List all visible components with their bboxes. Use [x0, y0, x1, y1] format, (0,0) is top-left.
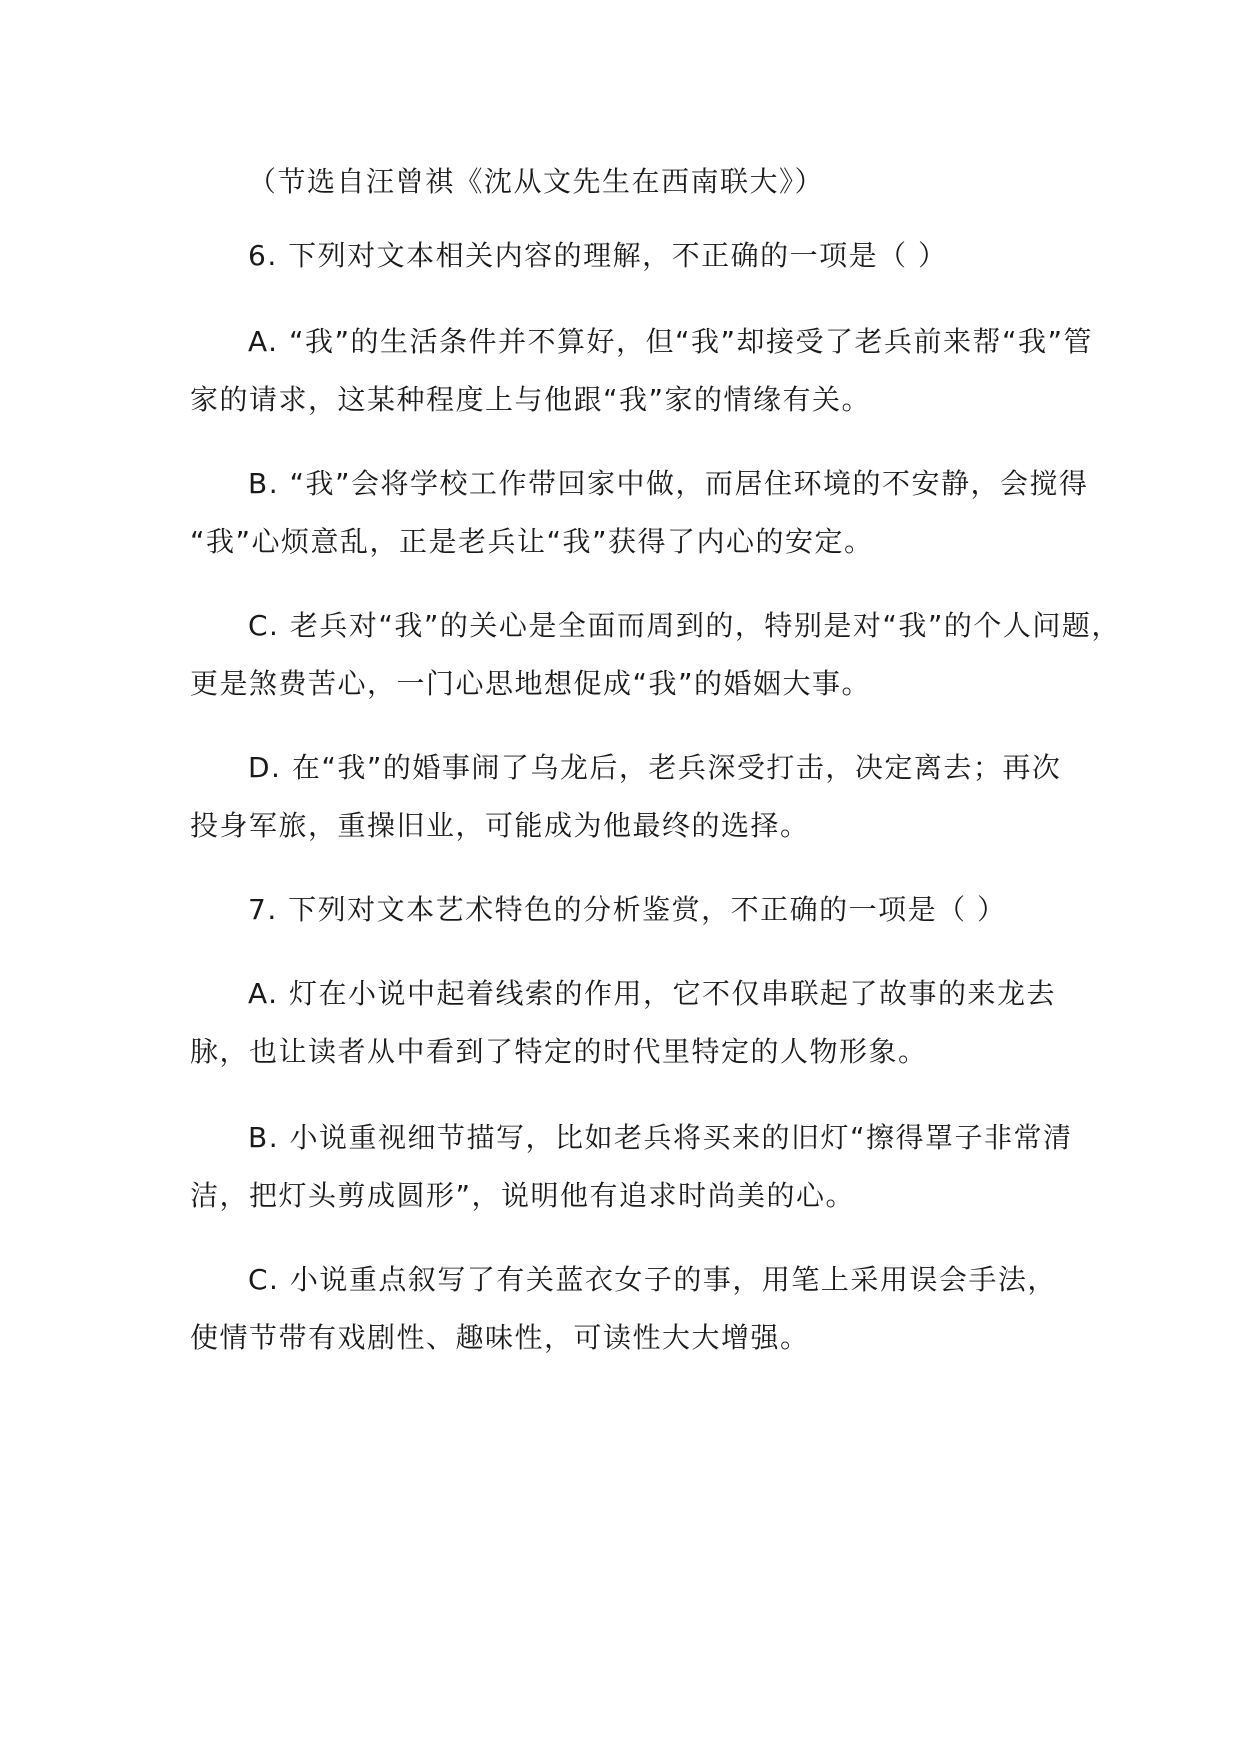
q7-option-b-line1: B. 小说重视细节描写，比如老兵将买来的旧灯“擦得罩子非常清	[248, 1121, 1073, 1154]
q7-option-c-line1: C. 小说重点叙写了有关蓝衣女子的事，用笔上采用误会手法，	[248, 1263, 1057, 1296]
q6-option-d-line1: D. 在“我”的婚事闹了乌龙后，老兵深受打击，决定离去；再次	[248, 751, 1062, 784]
q7-option-c-line2: 使情节带有戏剧性、趣味性，可读性大大增强。	[190, 1321, 810, 1354]
source-citation: （节选自汪曾祺《沈从文先生在西南联大》）	[248, 165, 825, 198]
q6-option-b-line2: “我”心烦意乱，正是老兵让“我”获得了内心的安定。	[190, 525, 874, 558]
q6-option-c-line1: C. 老兵对“我”的关心是全面而周到的，特别是对“我”的个人问题，	[248, 609, 1121, 642]
question-6-stem: 6. 下列对文本相关内容的理解，不正确的一项是（ ）	[248, 239, 948, 272]
q6-option-d-line2: 投身军旅，重操旧业，可能成为他最终的选择。	[190, 809, 810, 842]
q7-option-a-line2: 脉，也让读者从中看到了特定的时代里特定的人物形象。	[190, 1035, 928, 1068]
q6-option-b-line1: B. “我”会将学校工作带回家中做，而居住环境的不安静，会搅得	[248, 467, 1089, 500]
q7-option-b-line2: 洁，把灯头剪成圆形”，说明他有追求时尚美的心。	[190, 1179, 856, 1212]
q6-option-a-line1: A. “我”的生活条件并不算好，但“我”却接受了老兵前来帮“我”管	[248, 325, 1094, 358]
q6-option-c-line2: 更是煞费苦心，一门心思地想促成“我”的婚姻大事。	[190, 667, 872, 700]
question-7-stem: 7. 下列对文本艺术特色的分析鉴赏，不正确的一项是（ ）	[248, 893, 1007, 926]
q7-option-a-line1: A. 灯在小说中起着线索的作用，它不仅串联起了故事的来龙去	[248, 977, 1056, 1010]
q6-option-a-line2: 家的请求，这某种程度上与他跟“我”家的情缘有关。	[190, 383, 872, 416]
